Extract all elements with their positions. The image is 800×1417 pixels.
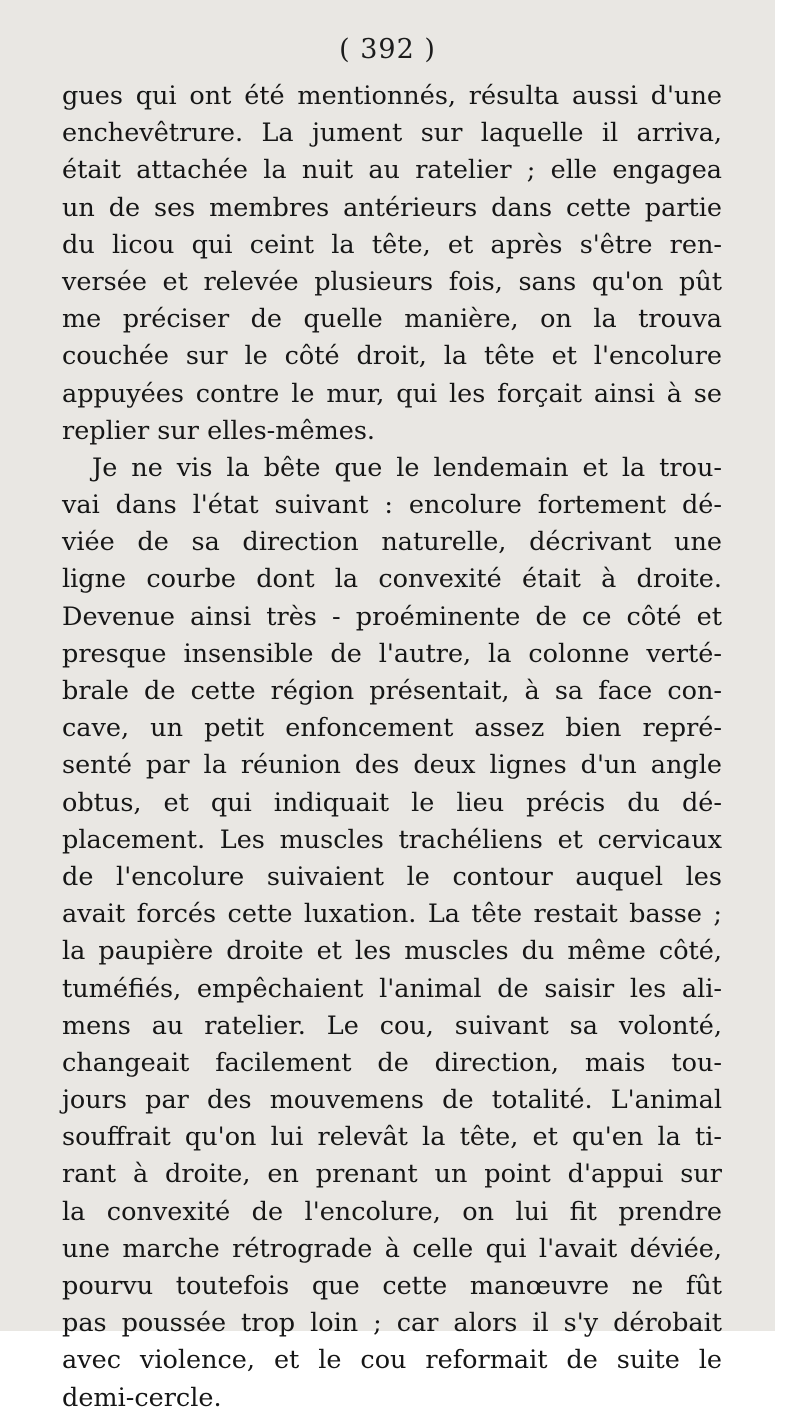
text-line: rant à droite, en prenant un point d'appui sur bbox=[62, 1159, 722, 1190]
text-line: enchevêtrure. La jument sur laquelle il arriva, bbox=[62, 118, 722, 149]
text-line: un de ses membres antérieurs dans cette partie bbox=[62, 192, 722, 223]
text-line: gues qui ont été mentionnés, résulta aussi d'une bbox=[62, 81, 722, 111]
text-line: versée et relevée plusieurs fois, sans qu'on pût bbox=[62, 266, 722, 297]
text-line: jours par des mouvemens de totalité. L'animal bbox=[62, 1085, 722, 1116]
text-line: senté par la réunion des deux lignes d'un angle bbox=[62, 750, 722, 781]
text-line: vai dans l'état suivant : encolure fortement dé- bbox=[62, 490, 722, 521]
text-line: mens au ratelier. Le cou, suivant sa volonté, bbox=[62, 1010, 722, 1041]
page-margin bbox=[775, 0, 800, 1331]
text-line: appuyées contre le mur, qui les forçait ainsi à se bbox=[62, 378, 722, 409]
text-line: la paupière droite et les muscles du même côté, bbox=[62, 936, 722, 967]
text-line: me préciser de quelle manière, on la trouva bbox=[62, 304, 722, 335]
text-line: la convexité de l'encolure, on lui fit prendre bbox=[62, 1196, 722, 1227]
text-line: changeait facilement de direction, mais tou- bbox=[62, 1047, 722, 1078]
text-line: Devenue ainsi très - proéminente de ce côté et bbox=[62, 601, 722, 632]
body-text bbox=[62, 78, 722, 1417]
text-line: une marche rétrograde à celle qui l'avait déviée, bbox=[62, 1233, 722, 1264]
text-line: souffrait qu'on lui relevât la tête, et qu'en la ti- bbox=[62, 1122, 722, 1153]
text-line: avait forcés cette luxation. La tête restait basse ; bbox=[62, 899, 722, 930]
paragraph-1 bbox=[62, 78, 722, 450]
text-line: Je ne vis la bête que le lendemain et la trou- bbox=[92, 452, 722, 483]
text-line: ligne courbe dont la convexité était à droite. bbox=[62, 564, 722, 595]
text-line: cave, un petit enfoncement assez bien repré- bbox=[62, 713, 722, 744]
text-line: demi-cercle. bbox=[62, 1382, 222, 1413]
text-line: avec violence, et le cou reformait de suite le bbox=[62, 1345, 722, 1376]
text-line: pas poussée trop loin ; car alors il s'y dérobait bbox=[62, 1308, 722, 1339]
text-line: replier sur elles-mêmes. bbox=[62, 415, 376, 446]
paragraph-2 bbox=[62, 450, 722, 1417]
text-line: pourvu toutefois que cette manœuvre ne fût bbox=[62, 1271, 722, 1301]
text-line: était attachée la nuit au ratelier ; elle engagea bbox=[62, 155, 722, 186]
text-line: obtus, et qui indiquait le lieu précis du dé- bbox=[62, 787, 722, 818]
text-line: brale de cette région présentait, à sa face con- bbox=[62, 676, 722, 706]
text-line: placement. Les muscles trachéliens et cervicaux bbox=[62, 824, 722, 855]
text-line: couchée sur le côté droit, la tête et l'encolure bbox=[62, 341, 722, 372]
text-line: de l'encolure suivaient le contour auquel les bbox=[62, 861, 722, 892]
page-number: ( 392 ) bbox=[339, 34, 436, 65]
text-line: tuméfiés, empêchaient l'animal de saisir les ali- bbox=[62, 973, 722, 1004]
text-line: presque insensible de l'autre, la colonne verté- bbox=[62, 638, 722, 669]
text-line: viée de sa direction naturelle, décrivant une bbox=[62, 527, 722, 558]
text-line: du licou qui ceint la tête, et après s'être ren- bbox=[62, 229, 722, 260]
